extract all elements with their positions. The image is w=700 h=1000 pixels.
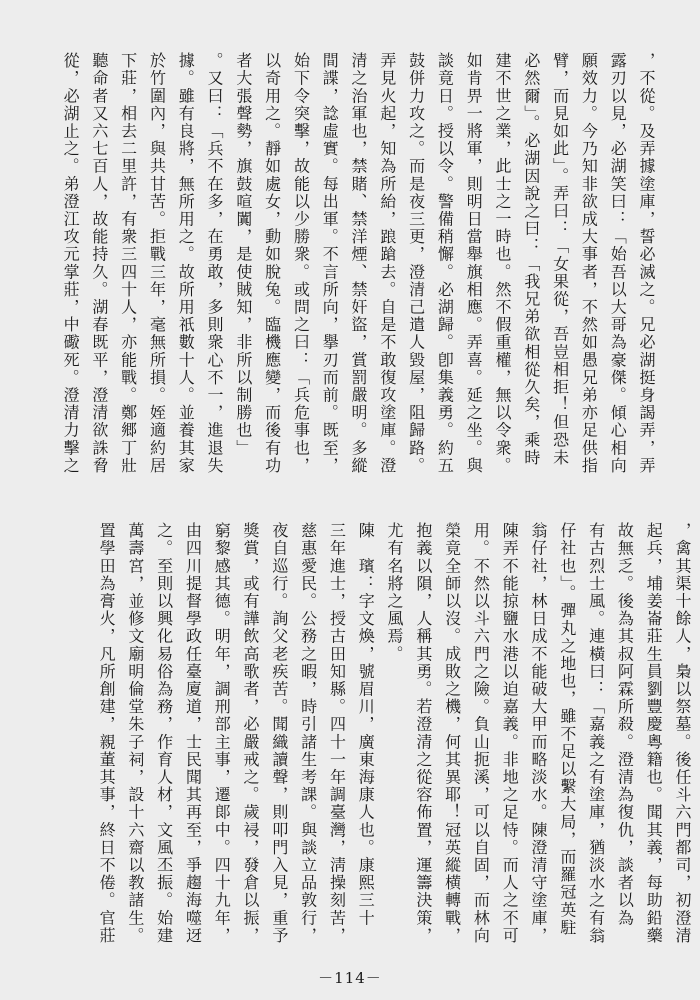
text-column: 抱義以隕，人稱其勇。若澄清之從容佈置，運籌決策，	[413, 522, 433, 945]
text-column: 慈惠愛民。公務之暇，時引諸生考課。與談立品敦行，	[298, 522, 318, 945]
text-column: 建不世之業，此士之一時也。然不假重權，無以令衆。	[493, 52, 513, 475]
text-column: 榮竟全師以沒。成敗之機，何其異耶！冠英縱横轉戰，	[442, 522, 462, 945]
text-column: 有古烈士風。連橫曰：「嘉義之有塗庫，猶淡水之有翁	[586, 522, 606, 945]
text-column: 下莊，相去二里許，有衆三四十人，亦能戰。鄭郷丁壯	[118, 52, 138, 475]
text-column: 窮黎感其德。明年，調刑部主事，遷郞中。四十九年，	[212, 522, 232, 945]
text-column: 間諜，諗虛實。每出軍。不言所向，擧刃而前。既至，	[320, 52, 340, 475]
text-column: 萬壽宮，並修文廟明倫堂朱子祠，設十六齋以教諸生。	[125, 522, 145, 945]
text-column: 從，必湖止之。弟澄江攻元掌莊，中礮死。澄清力擊之	[61, 52, 81, 475]
text-column: 夜自巡行。詢父老疾苦。聞織讀聲，則叩門入見，重予	[269, 522, 289, 945]
text-column: 願效力。今乃知非欲成大事者，不然如愚兄弟亦足供指	[579, 52, 599, 475]
text-column: ，禽其渠十餘人，梟以祭墓。後任斗六門都司，初澄清	[673, 522, 692, 945]
text-column: 清之治軍也，禁賭、禁洋煙、禁奸盜，賞罰嚴明。多縱	[349, 52, 369, 475]
text-column: 用。不然以斗六門之險。負山扼溪，可以自固，而林向	[471, 522, 491, 945]
text-column: 故無乏。後為其叔阿霖所殺。澄清為復仇，談者以為	[615, 522, 635, 927]
text-column: 仔社也」。彈丸之地也，雖不足以繫大局，而羅冠英駐	[557, 522, 577, 937]
page-number: －114－	[318, 969, 382, 987]
text-column: ，不從。及弄據塗庫，誓必滅之。兄必湖挺身謁弄，弄	[637, 52, 656, 475]
text-column: 由四川提督學政任臺廈道，士民聞其再至，爭趨海噬迓	[183, 522, 203, 945]
text-column: 於竹圍內，與共甘苦。拒戰三年，毫無所損。姪適約居	[147, 52, 167, 475]
text-column: 尤有名將之風焉。	[385, 522, 405, 663]
text-column: 置學田為膏火，凡所創建，親董其事，終日不倦。官莊	[97, 522, 117, 945]
text-column: 之。至則以興化易俗為務，作育人材，文風丕振。始建	[154, 522, 174, 945]
text-column: 以奇用之。靜如處女，動如脫兔。臨機應變，而後有功	[262, 52, 282, 475]
text-column: 如肯畀一將軍，則明日當舉旗相應。弄喜。延之坐。與	[464, 52, 484, 475]
text-column: 露刃以見，必湖笑曰：「始吾以大哥為豪傑。傾心相向	[608, 52, 628, 475]
text-column: 弄見火起，知為所紿，踉蹌去。自是不敢復攻塗庫。澄	[377, 52, 397, 475]
text-column: 陳 璸：字文煥，號眉川，廣東海康人也。康熙三十	[356, 522, 376, 927]
text-column: 談竟日。授以令。警備稍懈。必湖歸。卽集義勇。約五	[435, 52, 455, 475]
text-column: 臂，而見如此」。弄曰：「女果從，吾豈相拒！但恐未	[550, 52, 570, 467]
text-column: 必然爾」。必湖因說之曰：「我兄弟欲相從久矣，乘時	[521, 52, 541, 467]
text-column: 聽命者又六七百人，故能持久。湖春既平，澄清欲誅脅	[89, 52, 109, 475]
text-column: 者大張聲勢，旗鼓喧闐，是使賊知，非所以制勝也」	[233, 52, 253, 457]
text-column: 。又曰：「兵不在多，在勇敢，多則衆心不一，進退失	[205, 52, 225, 475]
lower-text-block	[97, 522, 696, 967]
text-column: 三年進士，授古田知縣。四十一年調臺灣，淸操刻苦，	[327, 522, 347, 945]
text-column: 陳弄不能掠鹽水港以迫嘉義。非地之足恃。而人之不可	[500, 522, 520, 945]
upper-text-block	[61, 52, 660, 492]
text-column: 據。雖有良將，無所用之。故所用祇數十人。並養其家	[176, 52, 196, 475]
text-column: 獎賞，或有譁飲高歌者，必嚴戒之。歲祲，發倉以振，	[241, 522, 261, 945]
text-column: 翁仔社，林日成不能破大甲而略淡水。陳澄清守塗庫，	[529, 522, 549, 945]
text-column: 始下令突擊，故能以少勝衆。或問之曰：「兵危事也，	[291, 52, 311, 475]
text-column: 起兵，埔姜崙莊生員劉豐慶粵籍也。聞其義，每助鉛藥	[644, 522, 664, 945]
text-column: 鼓併力攻之。而是夜三更，澄清己遣人毀屋，阻歸路。	[406, 52, 426, 475]
